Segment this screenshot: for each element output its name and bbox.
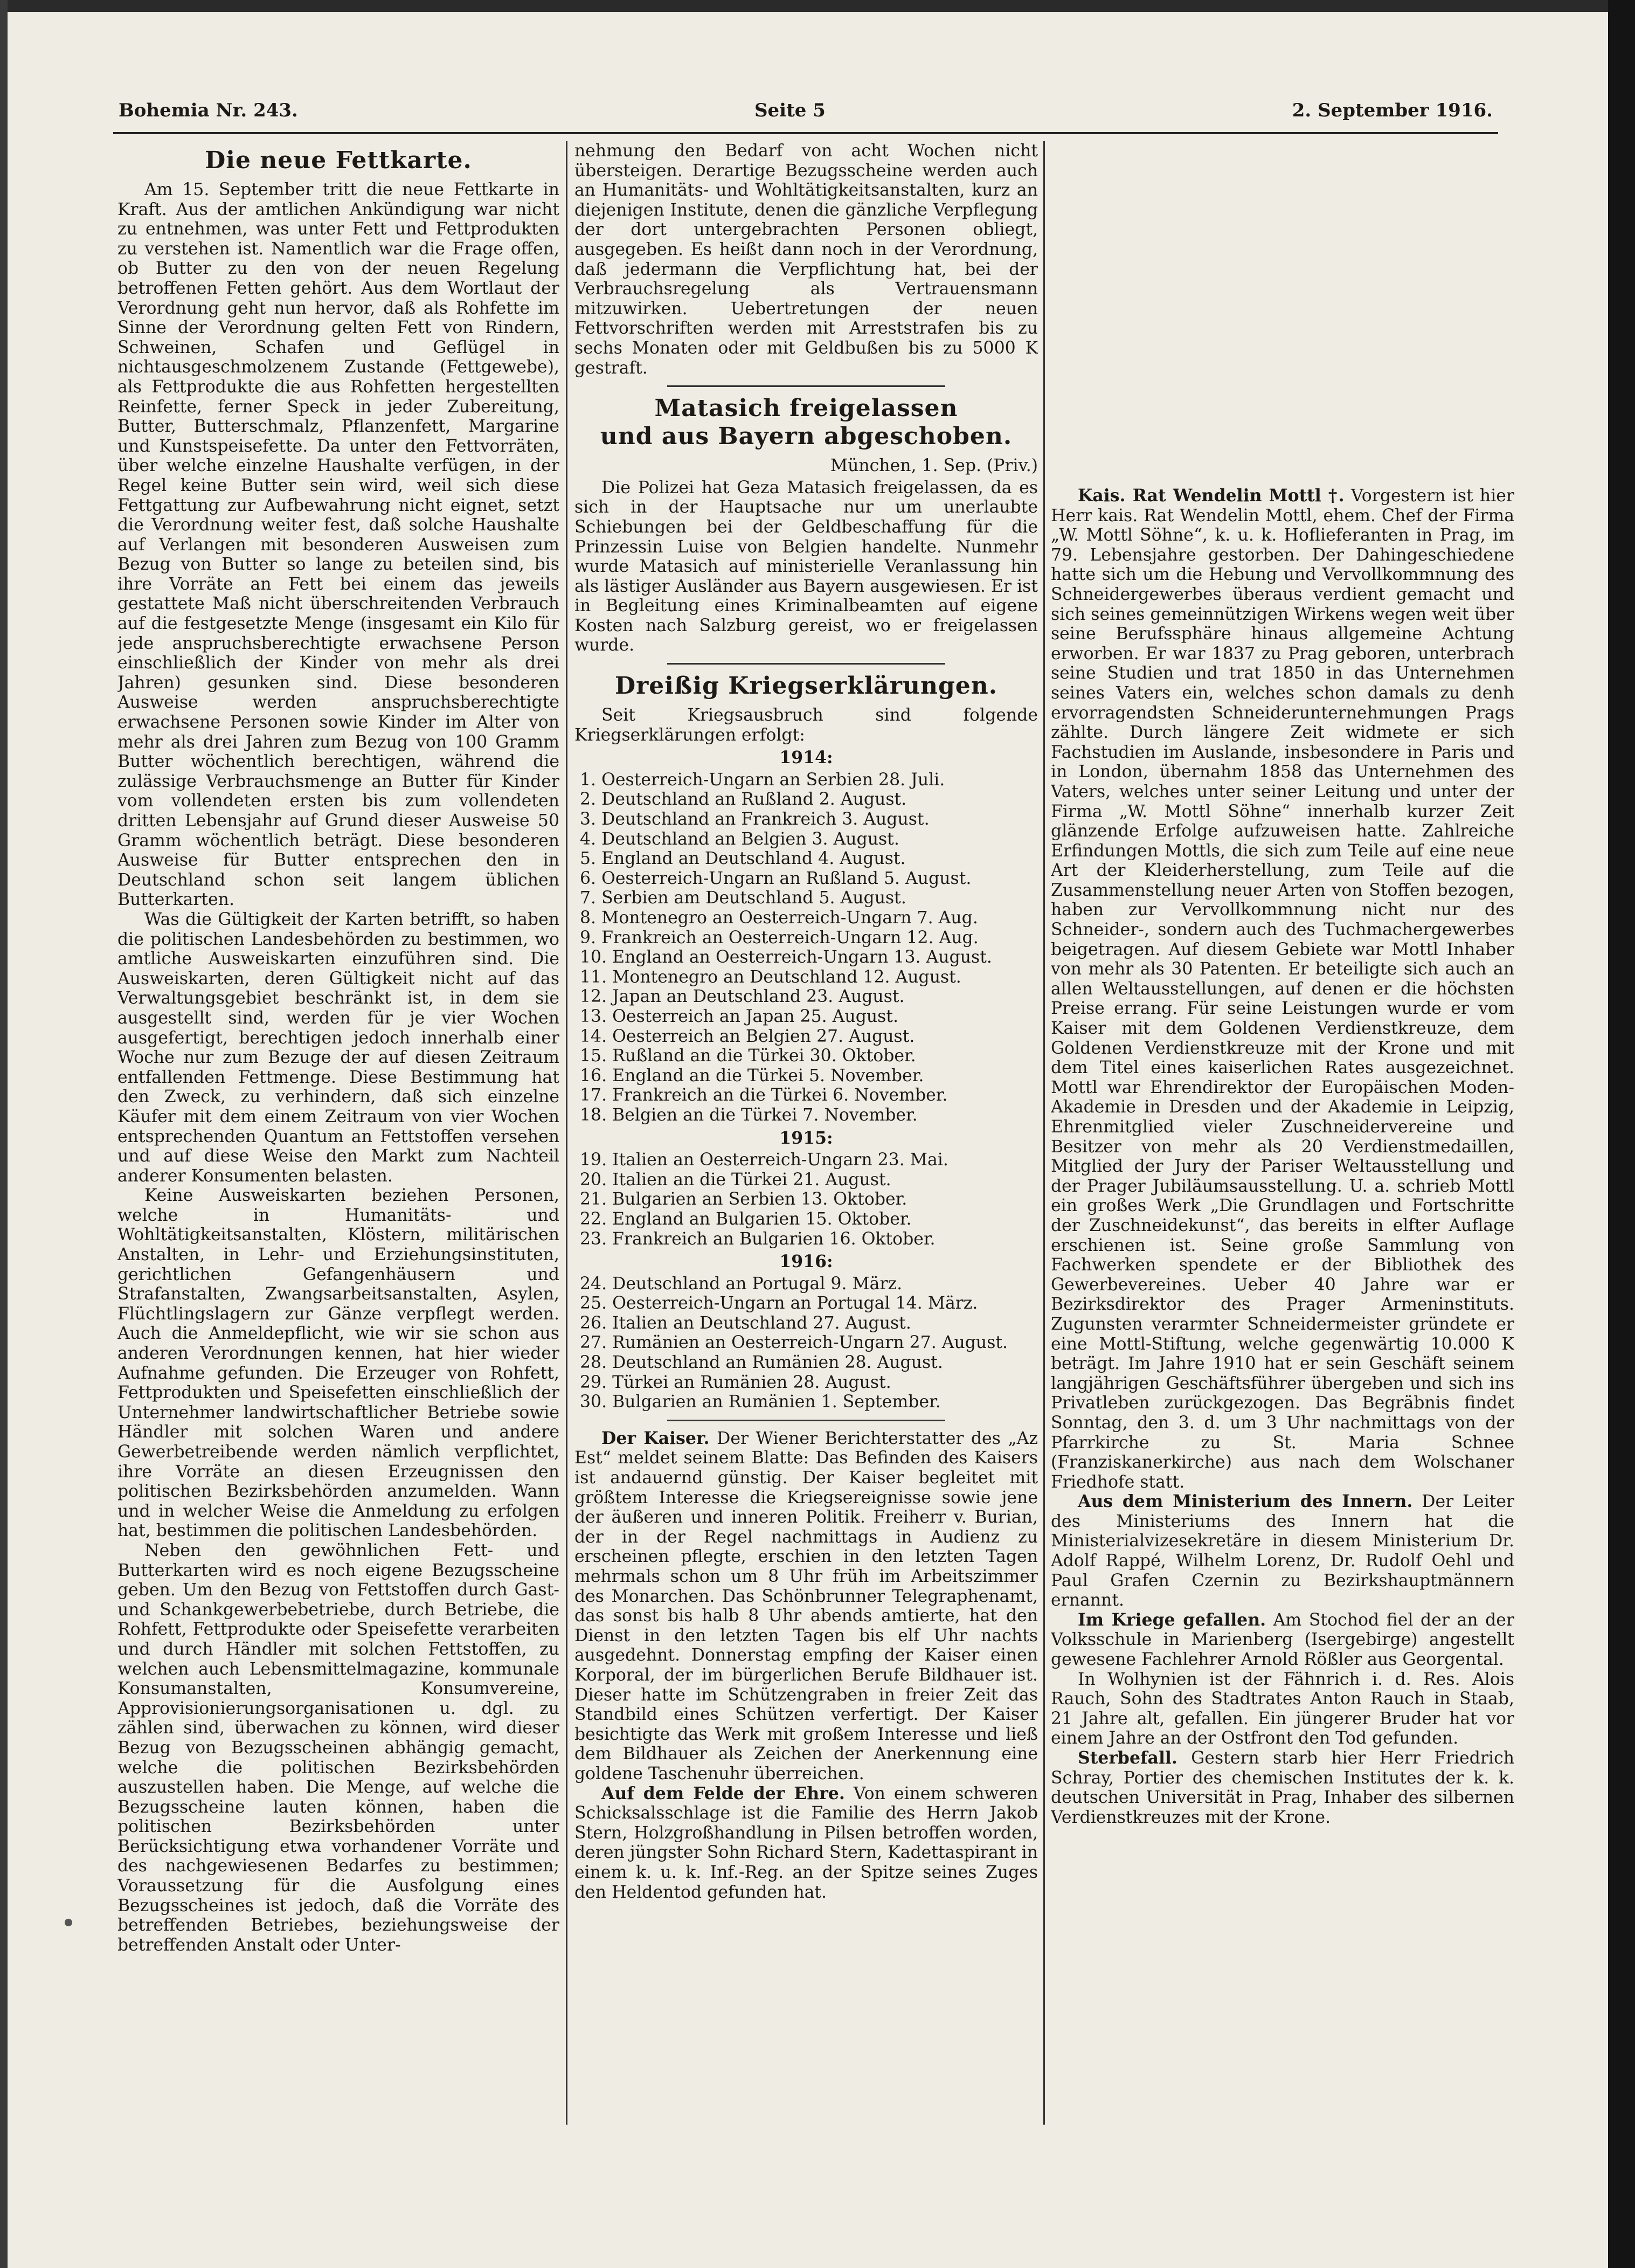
column-divider-1 — [566, 141, 567, 2125]
issue-date: 2. September 1916. — [1292, 100, 1493, 121]
list-item: 7. Serbien am Deutschland 5. August. — [580, 888, 906, 908]
list-item: 19. Italien an Oesterreich-Ungarn 23. Mai. — [580, 1150, 948, 1170]
article-title-matasich-1: Matasich freigelassen — [654, 395, 958, 423]
year-heading: 1915: — [779, 1128, 833, 1148]
column-1 — [117, 141, 559, 2125]
paragraph-continuation: nehmung den Bedarf von acht Wochen nicht übersteigen. Derartige Bezugsscheine werden auch an Humanitäts- und Wohltätigkeitsanstalten, kurz an diejenigen Institute, denen die gänzliche Verpflegung der dort untergebrachten Personen obliegt, ausgegeben. Es heißt dann noch in der Verordnung, daß jedermann die Verpflichtung hat, bei der Verbrauchsregelung als Vertrauensmann mitzuwirken. Uebertretungen der neuen Fettvorschriften werden mit Arreststrafen bis zu sechs Monaten oder mit Geldbußen bis zu 5000 K gestraft. — [574, 141, 1038, 378]
paragraph-ehre — [574, 1784, 1038, 1903]
paragraph-kaiser — [574, 1429, 1038, 1784]
paragraph: Was die Gültigkeit der Karten betrifft, so haben die politischen Landesbehörden zu bestimmen, wo amtliche Ausweiskarten einzuführen sind. Die Ausweiskarten, deren Gültigkeit nicht auf das Verwaltungsgebiet beschränkt ist, in dem sie ausgestellt sind, werden für je vier Wochen ausgefertigt, berechtigen jedoch innerhalb einer Woche nur zum Bezuge der auf diesen Zeitraum entfallenden Fettmenge. Diese Bestimmung hat den Zweck, zu verhindern, daß sich einzelne Käufer mit dem einem Zeitraum von vier Wochen entsprechenden Quantum an Fettstoffen versehen und auf diese Weise den Markt zum Nachteil anderer Konsumenten belasten. — [117, 909, 559, 1186]
header-rule — [113, 132, 1498, 134]
list-item: 22. England an Bulgarien 15. Oktober. — [580, 1209, 912, 1229]
list-item: 30. Bulgarien an Rumänien 1. September. — [580, 1392, 941, 1412]
page-number: Seite 5 — [754, 100, 826, 121]
list-item: 11. Montenegro an Deutschland 12. August. — [580, 967, 961, 987]
paragraph-sterbefall — [1051, 1748, 1514, 1827]
lead-ministerium: Aus dem Ministerium des Innern. — [1078, 1491, 1413, 1512]
paragraph: Seit Kriegsausbruch sind folgende Kriegserklärungen erfolgt: — [574, 706, 1038, 745]
article-title-matasich-2: und aus Bayern abgeschoben. — [600, 423, 1013, 451]
list-item: 10. England an Oesterreich-Ungarn 13. August. — [580, 948, 992, 967]
mottl-text: Vorgestern ist hier Herr kais. Rat Wendelin Mottl, ehem. Chef der Firma „W. Mottl Söhne“, k. u. k. Hoflieferanten in Prag, im 79. Lebensjahre gestorben. Der Dahingeschiedene hatte sich um die Hebung und Vervollkommnung des Schneidergewerbes überaus verdient gemacht und sich seines gemeinnützigen Wirkens wegen weit über seine Berufssphäre hinaus allgemeine Achtung erworben. Er war 1837 zu Prag geboren, unterbrach seine Studien und trat 1850 in das Unternehmen seines Vaters ein, welches schon damals zu denh ervorragendsten Schneiderunternehmungen Prags zählte. Durch längere Zeit widmete er sich Fachstudien im Auslande, insbesondere in Paris und in London, übernahm 1858 das Unternehmen des Vaters, welches unter seiner Leitung und unter der Firma „W. Mottl Söhne“ innerhalb kurzer Zeit glänzende Erfolge aufzuweisen hatte. Zahlreiche Erfindungen Mottls, die sich zum Teile auf eine neue Art der Kleiderherstellung, zum Teile auf die Zusammenstellung neuer Arten von Stoffen bezogen, haben zur Vervollkommnung nicht nur des Schneider-, sondern auch des Tuchmachergewerbes beigetragen. Auf diesem Gebiete war Mottl Inhaber von mehr als 30 Patenten. Er beteiligte sich auch an allen Weltausstellungen, auf denen er die höchsten Preise errang. Für seine Leistungen wurde er vom Kaiser mit dem Goldenen Verdienstkreuze, dem Goldenen Verdienstkreuze mit der Krone und mit dem Titel eines kaiserlichen Rates ausgezeichnet. Mottl war Ehrendirektor der Europäischen Moden-Akademie in Dresden und der Akademie in Leipzig, Ehrenmitglied vieler Zuschneidervereine und Besitzer von mehr als 20 Verdienstmedaillen, Mitglied der Jury der Pariser Weltausstellung und der Prager Jubiläumsausstellung. U. a. schrieb Mottl ein großes Werk „Die Grundlagen und Fortschritte der Zuschneidekunst“, das bereits in elfter Auflage erschienen ist. Seine große Sammlung von Fachwerken spendete er der Bibliothek des Gewerbevereines. Ueber 40 Jahre war er Bezirksdirektor des Prager Armeninstituts. Zugunsten verarmter Schneidermeister gründete er eine Mottl-Stiftung, welche gegenwärtig 10.000 K beträgt. Im Jahre 1910 hat er sein Geschäft seinem langjährigen Geschäftsführer übergeben und sich ins Privatleben zurückgezogen. Das Begräbnis findet Sonntag, den 3. d. um 3 Uhr nachmittags von der Pfarrkirche zu St. Maria Schnee (Franziskanerkirche) aus nach dem Wolschaner Friedhofe statt. — [1051, 486, 1514, 1492]
list-item: 1. Oesterreich-Ungarn an Serbien 28. Juli. — [580, 770, 945, 790]
list-item: 12. Japan an Deutschland 23. August. — [580, 987, 905, 1007]
list-item: 23. Frankreich an Bulgarien 16. Oktober. — [580, 1229, 936, 1249]
sterbefall-text: Gestern starb hier Herr Friedrich Schray, Portier des chemischen Institutes der k. k. deutschen Universität in Prag, Inhaber des silbernen Verdienstkreuzes mit der Krone. — [1051, 1748, 1514, 1827]
page-header — [119, 100, 1493, 132]
article-title-kriegserklaerungen: Dreißig Kriegserklärungen. — [614, 672, 998, 700]
column-divider-2 — [1043, 141, 1045, 2125]
page-edge-left — [0, 0, 8, 2268]
list-item: 4. Deutschland an Belgien 3. August. — [580, 829, 899, 849]
list-item: 21. Bulgarien an Serbien 13. Oktober. — [580, 1190, 907, 1209]
list-item: 13. Oesterreich an Japan 25. August. — [580, 1006, 898, 1026]
list-item: 18. Belgien an die Türkei 7. November. — [580, 1105, 918, 1125]
declaration-list-1914 — [574, 770, 1038, 1125]
paragraph-wolhynien: In Wolhynien ist der Fähnrich i. d. Res. Alois Rauch, Sohn des Stadtrates Anton Rauch in Staab, 21 Jahre alt, gefallen. Ein jüngerer Bruder hat vor einem Jahre an der Ostfront den Tod gefunden. — [1051, 1669, 1514, 1748]
dateline: München, 1. Sep. (Priv.) — [830, 456, 1038, 476]
blank-area — [1051, 141, 1514, 486]
list-item: 2. Deutschland an Rußland 2. August. — [580, 790, 907, 810]
list-item: 16. England an die Türkei 5. November. — [580, 1066, 924, 1085]
declaration-list-1915 — [574, 1150, 1038, 1249]
lead-sterbefall: Sterbefall. — [1078, 1748, 1177, 1768]
paragraph: Keine Ausweiskarten beziehen Personen, welche in Humanitäts- und Wohltätigkeitsanstalten, Klöstern, militärischen Anstalten, in Lehr- und Erziehungsinstituten, gerichtlichen Gefangenhäusern und Strafanstalten, Zwangsarbeitsanstalten, Asylen, Flüchtlingslagern zur Gänze verpflegt werden. Auch die Anmeldepflicht, wie wir sie schon aus anderen Verordnungen kennen, hat hier wieder Aufnahme gefunden. Die Erzeuger von Rohfett, Fettprodukten und Speisefetten einschließlich der Unternehmer landwirtschaftlicher Betriebe sowie Händler mit solchen Waren und andere Gewerbetreibende werden nämlich verpflichtet, ihre Vorräte an diesen Erzeugnissen den politischen Bezirksbehörden anzumelden. Wann und in welcher Weise die Anmeldung zu erfolgen hat, bestimmen die politischen Landesbehörden. — [117, 1186, 559, 1541]
lead-ehre: Auf dem Felde der Ehre. — [601, 1783, 845, 1803]
separator — [667, 1420, 945, 1421]
year-heading: 1914: — [779, 748, 833, 768]
paper-issue: Bohemia Nr. 243. — [119, 100, 298, 121]
list-item: 25. Oesterreich-Ungarn an Portugal 14. März. — [580, 1294, 978, 1313]
paragraph-mottl — [1051, 486, 1514, 1492]
declaration-list-1916 — [574, 1274, 1038, 1412]
ministerium-text: Der Leiter des Ministeriums des Innern hat die Ministerialvizesekretäre in diesem Ministerium Dr. Adolf Rappé, Wilhelm Lorenz, Dr. Rudolf Oehl und Paul Grafen Czernin zu Bezirkshauptmännern ernannt. — [1051, 1492, 1514, 1610]
paragraph-ministerium — [1051, 1492, 1514, 1610]
list-item: 15. Rußland an die Türkei 30. Oktober. — [580, 1046, 916, 1066]
list-item: 9. Frankreich an Oesterreich-Ungarn 12. Aug. — [580, 928, 979, 948]
list-item: 28. Deutschland an Rumänien 28. August. — [580, 1353, 943, 1373]
list-item: 26. Italien an Deutschland 27. August. — [580, 1313, 911, 1333]
list-item: 14. Oesterreich an Belgien 27. August. — [580, 1026, 915, 1046]
list-item: 5. England an Deutschland 4. August. — [580, 849, 906, 869]
ehre-text: Von einem schweren Schicksalsschlage ist die Familie des Herrn Jakob Stern, Holzgroßhandlung in Pilsen betroffen worden, deren jüngster Sohn Richard Stern, Kadettaspirant in einem k. u. k. Inf.-Reg. an der Spitze seines Zuges den Heldentod gefunden hat. — [574, 1783, 1038, 1902]
kaiser-text: Der Wiener Berichterstatter des „Az Est“ meldet seinem Blatte: Das Befinden des Kaisers ist andauernd günstig. Der Kaiser begleitet mit größtem Interesse die Kriegsereignisse sowie jene der äußeren und inneren Politik. Freiherr v. Burian, der in der Regel nachmittags in Audienz zu erscheinen pflegte, erschien in den letzten Tagen mehrmals schon um 8 Uhr früh im Arbeitszimmer des Monarchen. Das Schönbrunner Telegraphenamt, das sonst bis halb 8 Uhr abends amtierte, hat den Dienst in den letzten Tagen bis elf Uhr nachts ausgedehnt. Donnerstag empfing der Kaiser einen Korporal, der im bürgerlichen Berufe Bildhauer ist. Dieser hatte im Schützengraben in freier Zeit das Standbild eines Schützen verfertigt. Der Kaiser besichtigte das Werk mit großem Interesse und ließ dem Bildhauer als Zeichen der Anerkennung eine goldene Taschenuhr überreichen. — [574, 1428, 1038, 1783]
paragraph: Am 15. September tritt die neue Fettkarte in Kraft. Aus der amtlichen Ankündigung war nicht zu entnehmen, was unter Fett und Fettprodukten zu verstehen ist. Namentlich war die Frage offen, ob Butter zu den von der neuen Regelung betroffenen Fetten gehört. Aus dem Wortlaut der Verordnung geht nun hervor, daß als Rohfette im Sinne der Verordnung gelten Fett von Rindern, Schweinen, Schafen und Geflügel in nichtausgeschmolzenem Zustande (Fettgewebe), als Fettprodukte die aus Rohfetten hergestellten Reinfette, ferner Speck in jeder Zubereitung, Butter, Butterschmalz, Pflanzenfett, Margarine und Kunstspeisefette. Da unter den Fettvorräten, über welche einzelne Haushalte verfügen, in der Regel keine Butter sein wird, weil sich diese Fettgattung zur Aufbewahrung nicht eignet, setzt die Verordnung weiter fest, daß solche Haushalte auf Verlangen mit besonderen Ausweisen zum Bezug von Butter so lange zu beteilen sind, bis ihre Vorräte an Fett bei einem das jeweils gestattete Maß nicht überschreitenden Verbrauch auf die festgesetzte Menge (insgesamt ein Kilo für jede anspruchsberechtigte erwachsene Person einschließlich der Kinder von mehr als drei Jahren) gesunken sind. Diese besonderen Ausweise werden anspruchsberechtigte erwachsene Personen sowie Kinder im Alter von mehr als drei Jahren zum Bezug von 100 Gramm Butter wöchentlich berechtigen, während die zulässige Verbrauchsmenge an Butter für Kinder vom vollendeten ersten bis zum vollendeten dritten Lebensjahr auf Grund dieser Ausweise 50 Gramm wöchentlich beträgt. Diese besonderen Ausweise für Butter entsprechen den in Deutschland schon seit langem üblichen Butterkarten. — [117, 180, 559, 910]
list-item: 6. Oesterreich-Ungarn an Rußland 5. August. — [580, 868, 972, 888]
list-item: 8. Montenegro an Oesterreich-Ungarn 7. Aug. — [580, 908, 978, 928]
separator — [667, 663, 945, 665]
print-dot — [65, 1919, 72, 1926]
column-3 — [1051, 141, 1514, 2125]
list-item: 24. Deutschland an Portugal 9. März. — [580, 1274, 903, 1294]
list-item: 29. Türkei an Rumänien 28. August. — [580, 1372, 891, 1392]
lead-kriege: Im Kriege gefallen. — [1078, 1609, 1266, 1630]
column-2 — [574, 141, 1038, 2125]
kriege-text: Am Stochod fiel der an der Volksschule in Marienberg (Isergebirge) angestellt gewesene Fachlehrer Arnold Rößler aus Georgental. — [1051, 1610, 1514, 1670]
list-item: 3. Deutschland an Frankreich 3. August. — [580, 810, 930, 829]
article-title-fettkarte: Die neue Fettkarte. — [205, 147, 472, 174]
lead-kaiser: Der Kaiser. — [601, 1428, 710, 1448]
paragraph: Die Polizei hat Geza Matasich freigelassen, da es sich in der Hauptsache nur um unerlaubte Schiebungen bei der Geldbeschaffung für die Prinzessin Luise von Belgien handelte. Nunmehr wurde Matasich auf ministerielle Veranlassung hin als lästiger Ausländer aus Bayern ausgewiesen. Er ist in Begleitung eines Kriminalbeamten auf eigene Kosten nach Salzburg gereist, wo er freigelassen wurde. — [574, 478, 1038, 655]
list-item: 20. Italien an die Türkei 21. August. — [580, 1170, 891, 1190]
paragraph: Neben den gewöhnlichen Fett- und Butterkarten wird es noch eigene Bezugsscheine geben. Um den Bezug von Fettstoffen durch Gast- und Schankgewerbebetriebe, durch Betriebe, die Rohfett, Fettprodukte oder Speisefette verarbeiten und durch Händler mit solchen Fettstoffen, zu welchen auch Lebensmittelmagazine, kommunale Konsumanstalten, Konsumvereine, Approvisionierungsorganisationen u. dgl. zu zählen sind, überwachen zu können, wird dieser Bezug von Bezugsscheinen abhängig gemacht, welche die politischen Bezirksbehörden auszustellen haben. Die Menge, auf welche die Bezugsscheine lauten können, haben die politischen Bezirksbehörden unter Berücksichtigung etwa vorhandener Vorräte und des nachgewiesenen Bedarfes zu bestimmen; Voraussetzung für die Ausfolgung eines Bezugsscheines ist jedoch, daß die Vorräte des betreffenden Betriebes, beziehungsweise der betreffenden Anstalt oder Unter- — [117, 1540, 559, 1955]
list-item: 27. Rumänien an Oesterreich-Ungarn 27. August. — [580, 1333, 1008, 1353]
page-edge-top — [0, 0, 1635, 12]
page-edge-right — [1608, 0, 1635, 2268]
paragraph-kriege — [1051, 1610, 1514, 1670]
year-heading: 1916: — [779, 1251, 833, 1272]
lead-mottl: Kais. Rat Wendelin Mottl †. — [1078, 486, 1345, 506]
separator — [667, 385, 945, 387]
list-item: 17. Frankreich an die Türkei 6. November. — [580, 1085, 948, 1105]
